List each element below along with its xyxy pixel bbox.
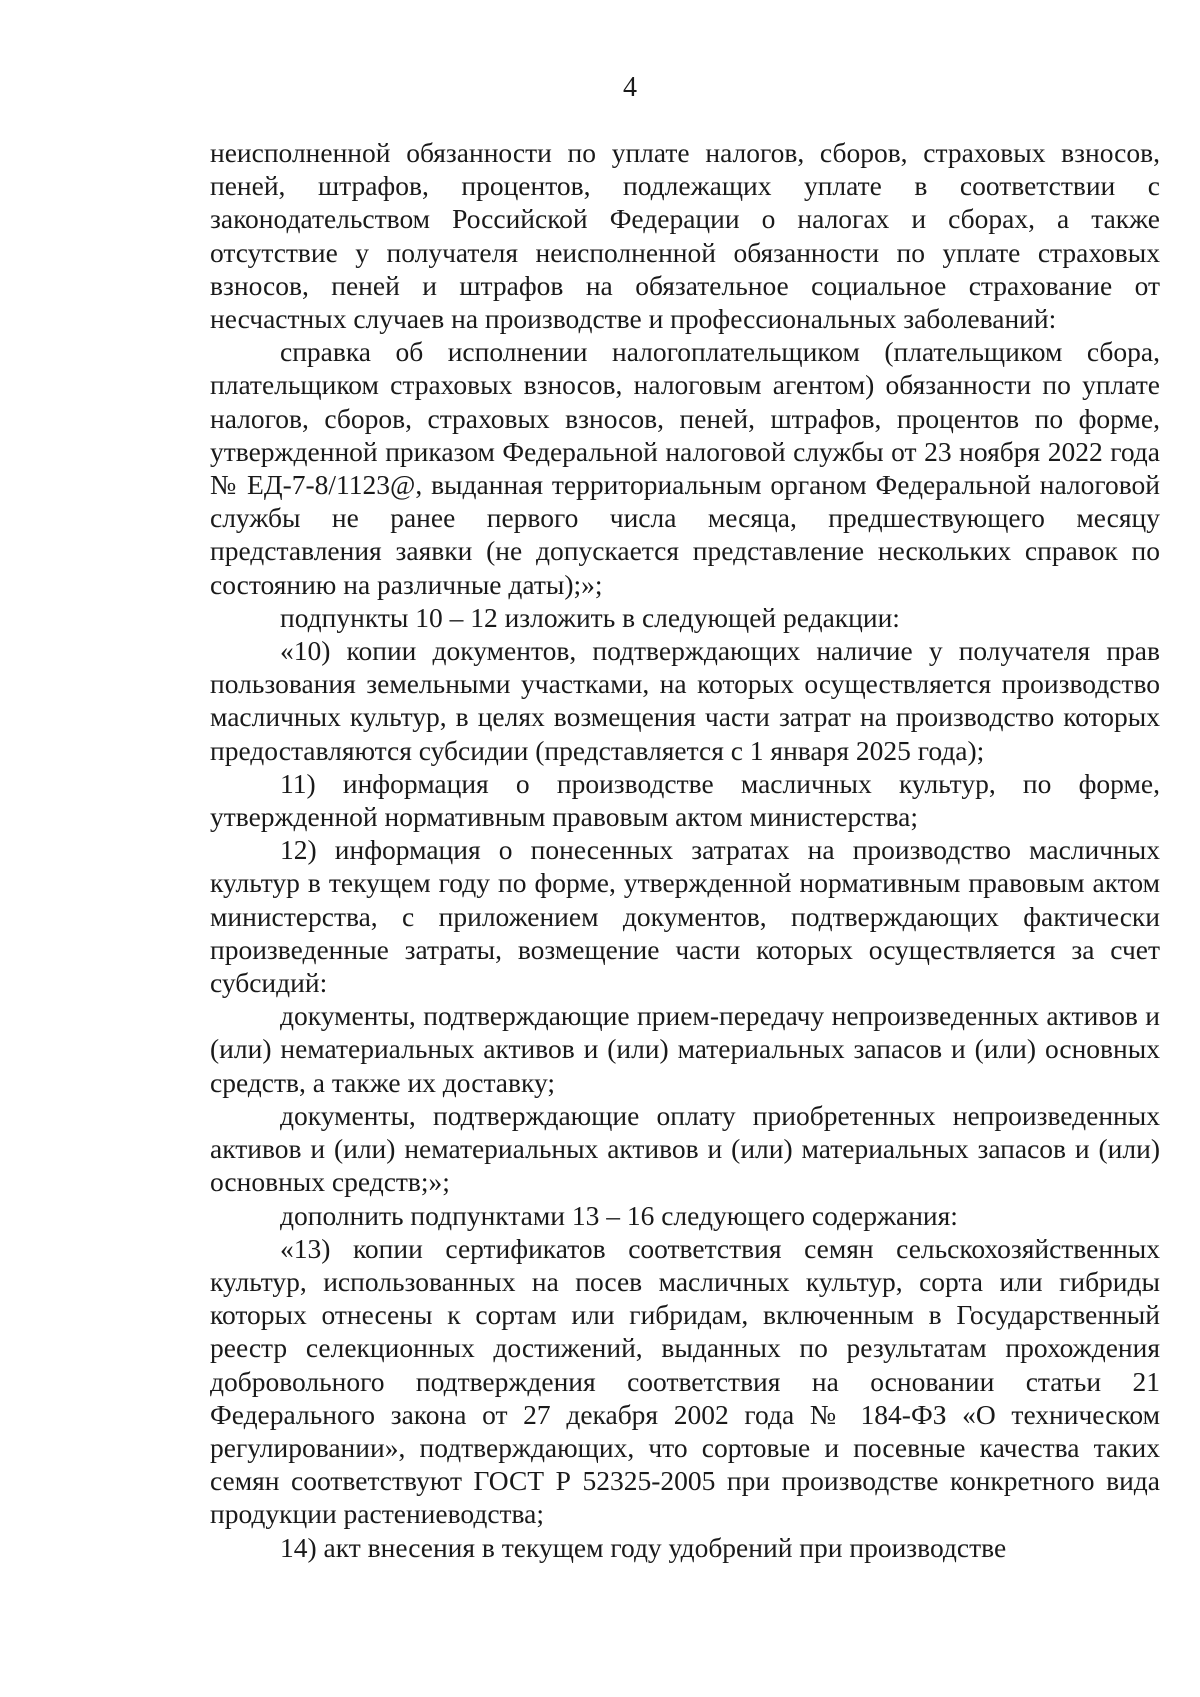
paragraph: документы, подтверждающие оплату приобретенных непроизведенных активов и (или) нематериальных активов и (или) материальных запасов и (или) основных средств;»;: [210, 1099, 1160, 1198]
paragraph: документы, подтверждающие прием-передачу непроизведенных активов и (или) нематериальных активов и (или) материальных запасов и (или) основных средств, а также их доставку;: [210, 1000, 1160, 1098]
paragraph: 14) акт внесения в текущем году удобрений при производстве: [280, 1531, 1007, 1563]
paragraph: подпункты 10 – 12 изложить в следующей редакции:: [280, 601, 900, 633]
paragraph: 11) информация о производстве масличных культур, по форме, утвержденной нормативным правовым актом министерства;: [210, 767, 1160, 833]
paragraph: неисполненной обязанности по уплате налогов, сборов, страховых взносов, пеней, штрафов, процентов, подлежащих уплате в соответствии с законодательством Российской Федерации о налогах и сборах, а также отсутствие у получателя неисполненной обязанности по уплате страховых взносов, пеней и штрафов на обязательное социальное страхование от несчастных случаев на производстве и профессиональных заболеваний:: [210, 137, 1160, 335]
paragraph: дополнить подпунктами 13 – 16 следующего содержания:: [280, 1199, 958, 1231]
paragraph: 12) информация о понесенных затратах на производство масличных культур в текущем году по форме, утвержденной нормативным правовым актом министерства, с приложением документов, подтверждающих фактически произведенные затраты, возмещение части которых осуществляется за счет субсидий:: [210, 834, 1160, 999]
paragraph: справка об исполнении налогоплательщиком (плательщиком сбора, плательщиком страховых взносов, налоговым агентом) обязанности по уплате налогов, сборов, страховых взносов, пеней, штрафов, процентов по форме, утвержденной приказом Федеральной налоговой службы от 23 ноября 2022 года № ЕД-7-8/1123@, выданная территориальным органом Федеральной налоговой службы не ранее первого числа месяца, предшествующего месяцу представления заявки (не допускается представление нескольких справок по состоянию на различные даты);»;: [210, 336, 1160, 600]
paragraph: «13) копии сертификатов соответствия семян сельскохозяйственных культур, использованных на посев масличных культур, сорта или гибриды которых отнесены к сортам или гибридам, включенным в Государственный реестр селекционных достижений, выданных по результатам прохождения добровольного подтверждения соответствия на основании статьи 21 Федерального закона от 27 декабря 2002 года № 184-ФЗ «О техническом регулировании», подтверждающих, что сортовые и посевные качества таких семян соответствуют ГОСТ Р 52325-2005 при производстве конкретного вида продукции растениеводства;: [210, 1232, 1160, 1530]
paragraph: «10) копии документов, подтверждающих наличие у получателя прав пользования земельными участками, на которых осуществляется производство масличных культур, в целях возмещения части затрат на производство которых предоставляются субсидии (представляется с 1 января 2025 года);: [210, 635, 1160, 766]
page-number: 4: [623, 72, 637, 103]
document-body: [210, 136, 1160, 1564]
